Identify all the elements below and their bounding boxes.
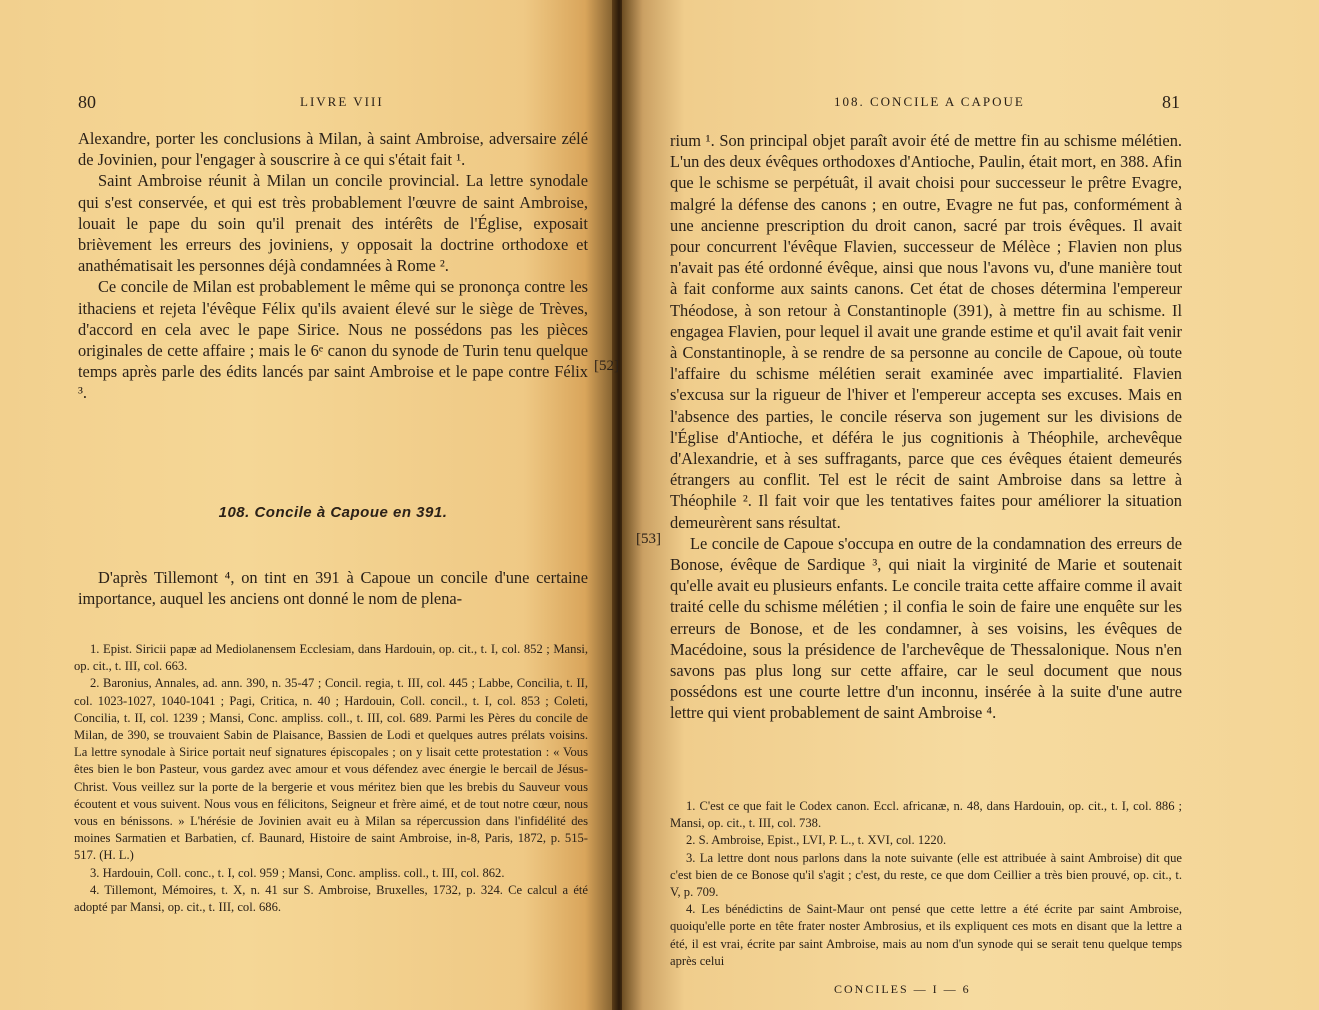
margin-mark-52: [52] (594, 358, 619, 374)
right-page-number: 81 (1162, 92, 1180, 112)
left-footnote-2: 2. Baronius, Annales, ad. ann. 390, n. 35-47 ; Concil. regia, t. III, col. 445 ; Labbe, Concilia, t. II, col. 1023-1027, 1040-1041 ; Pagi, Critica, n. 40 ; Hardouin, Coll. concil., t. I, col. 853 ; Coleti, Concilia, t. II, col. 1239 ; Mansi, Conc. ampliss. coll., t. III, col. 689. Parmi les Pères du concile de Milan, de 390, se trouvaient Sabin de Plaisance, Bassien de Lodi et quelques autres prélats voisins. La lettre synodale à Sirice portait neuf signatures épiscopales ; on y lisait cette protestation : « Vous êtes bien le bon Pasteur, vous gardez avec amour et vous défendez avec énergie le bercail de Jésus-Christ. Vous veillez sur la porte de la bergerie et vous méritez bien que les brebis du Sauveur vous écoutent et vous suivent. Nous vous en félicitons, Seigneur et frère aimé, et de tout notre cœur, nous vous en bénissons. » L'hérésie de Jovinien avait eu à Milan sa répercussion dans l'infidélité des moines Sarmatien et Barbatien, cf. Baunard, Histoire de saint Ambroise, in-8, Paris, 1872, p. 515-517. (H. L.) (74, 676, 588, 863)
right-paragraph-2: Le concile de Capoue s'occupa en outre de la condamnation des erreurs de Bonose, évêque de Sardique ³, qui niait la virginité de Marie et soutenait qu'elle avait eu plusieurs enfants. Le concile traita cette affaire comme il avait traité celle du schisme mélétien ; il confia le soin de faire une enquête sur les erreurs de Bonose, et de les condamner, à ses voisins, les évêques de Macédoine, sous la présidence de l'archevêque de Thessalonique. Nous n'en savons pas plus long sur cette affaire, car le seul document que nous possédons est une courte lettre d'un inconnu, insérée à la suite d'une autre lettre qui vient probablement de saint Ambroise ⁴. (670, 533, 1182, 723)
right-footnote-3: 3. La lettre dont nous parlons dans la note suivante (elle est attribuée à saint Ambroise) dit que c'est bien de ce Bonose qu'il s'agit ; c'est, du reste, ce que dom Ceillier a très bien prouvé, op. cit., t. V, p. 709. (670, 850, 1182, 900)
right-footnotes (670, 798, 1182, 970)
left-footnote-1: 1. Epist. Siricii papæ ad Mediolanensem Ecclesiam, dans Hardouin, op. cit., t. I, col. 852 ; Mansi, op. cit., t. III, col. 663. (74, 642, 588, 674)
left-paragraph-2: Saint Ambroise réunit à Milan un concile provincial. La lettre synodale qui s'est conservée, et qui est très probablement l'œuvre de saint Ambroise, louait le pape du soin qu'il prenait des intérêts de l'Église, exposait brièvement les erreurs des joviniens, y opposait la doctrine orthodoxe et anathématisait les personnes déjà condamnées à Rome ². (78, 171, 588, 276)
left-paragraph-1: Alexandre, porter les conclusions à Milan, à saint Ambroise, adversaire zélé de Jovinien, pour l'engager à souscrire à ce qui s'était fait ¹. (78, 129, 588, 170)
right-paragraph-1: rium ¹. Son principal objet paraît avoir été de mettre fin au schisme mélétien. L'un des deux évêques orthodoxes d'Antioche, Paulin, était mort, en 388. Afin que le schisme se perpétuât, il avait choisi pour successeur le prêtre Evagre, malgré la défense des canons ; en outre, Evagre ne fut pas, conformément à une ancienne prescription du droit canon, sacré par trois évêques. Il avait pour concurrent l'évêque Flavien, successeur de Mélèce ; Flavien non plus n'avait pas été ordonné évêque, ainsi que nous l'avons vu, d'une manière tout à fait conforme aux saints canons. Cet état de choses détermina l'empereur Théodose, à son retour à Constantinople (391), à mettre fin au schisme. Il engagea Flavien, pour lequel il avait une grande estime et qu'il avait fait venir à Constantinople, à se rendre de sa personne au concile de Capoue, où toute l'affaire du schisme mélétien serait examinée avec impartialité. Flavien s'excusa sur la rigueur de l'hiver et l'empereur accepta ses excuses. Mais en l'absence des parties, le concile réserva son jugement sur les divisions de l'Église d'Antioche, et déféra le jus cognitionis à Théophile, archevêque d'Alexandrie, et à ses suffragants, parce que ces évêques étaient demeurés étrangers au conflit. Tel est le récit de saint Ambroise dans sa lettre à Théophile ². Il fait voir que les tentatives faites pour améliorer la situation demeurèrent sans résultat. (670, 131, 1182, 532)
left-running-head: LIVRE VIII (300, 94, 384, 109)
left-body-text-after-title (78, 567, 588, 609)
section-title: 108. Concile à Capoue en 391. (218, 504, 448, 521)
right-footnote-1: 1. C'est ce que fait le Codex canon. Eccl. africanæ, n. 48, dans Hardouin, op. cit., t. I, col. 886 ; Mansi, op. cit., t. III, col. 738. (670, 799, 1182, 831)
right-footnote-4: 4. Les bénédictins de Saint-Maur ont pensé que cette lettre a été écrite par saint Ambroise, quoiqu'elle porte en tête frater noster Ambrosius, et ils expliquent ces mots en disant que la lettre a été, il est vrai, écrite par saint Ambroise, mais au nom d'un synode qui se serait tenu quelque temps après celui (670, 902, 1182, 968)
left-paragraph-4: D'après Tillemont ⁴, on tint en 391 à Capoue un concile d'une certaine importance, auquel les anciens ont donné le nom de plena- (78, 568, 588, 609)
signature-line: CONCILES — I — 6 (834, 982, 971, 996)
right-page (594, 0, 1319, 1010)
left-body-text (78, 128, 588, 404)
left-footnote-4: 4. Tillemont, Mémoires, t. X, n. 41 sur S. Ambroise, Bruxelles, 1732, p. 324. Ce calcul a été adopté par Mansi, op. cit., t. III, col. 686. (74, 882, 588, 915)
left-page-number: 80 (78, 92, 96, 112)
left-footnotes (74, 641, 588, 916)
left-page (0, 0, 616, 1010)
margin-mark-53: [53] (636, 531, 661, 547)
right-footnote-2: 2. S. Ambroise, Epist., LVI, P. L., t. XVI, col. 1220. (686, 833, 947, 848)
right-body-text (670, 130, 1182, 724)
left-paragraph-3: Ce concile de Milan est probablement le même qui se prononça contre les ithaciens et rejeta l'évêque Félix qu'ils avaient élevé sur le siège de Trèves, d'accord en cela avec le pape Sirice. Nous ne possédons pas les pièces originales de cette affaire ; mais le 6ᵉ canon du synode de Turin tenu quelque temps après parle des édits lancés par saint Ambroise et le pape contre Félix ³. (78, 277, 588, 403)
left-footnote-3: 3. Hardouin, Coll. conc., t. I, col. 959 ; Mansi, Conc. ampliss. coll., t. III, col. 862. (90, 865, 505, 880)
right-running-head: 108. CONCILE A CAPOUE (834, 94, 1025, 109)
